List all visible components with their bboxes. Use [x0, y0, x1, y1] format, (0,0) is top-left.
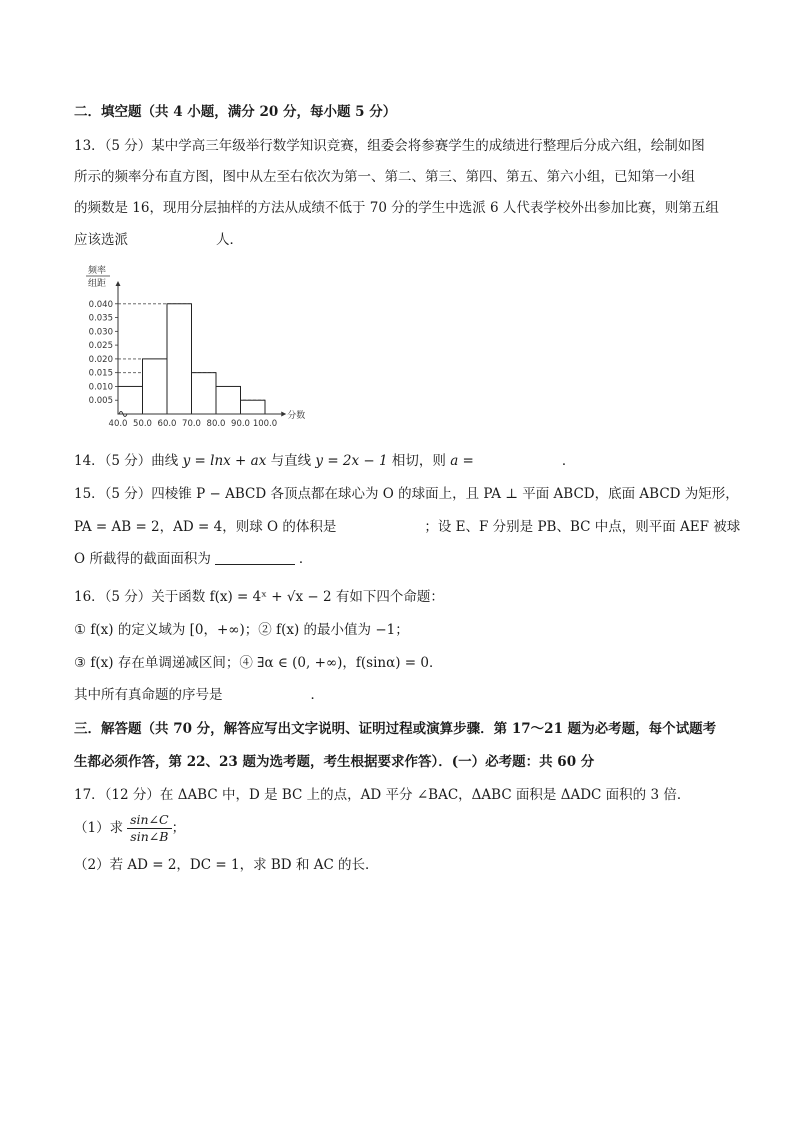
y-axis-label-top: 频率 [88, 266, 107, 276]
q15-line3 [74, 549, 312, 569]
q15-line3-a: O 所截得的截面面积为 [74, 551, 211, 567]
y-tick-label-2: 0.015 [88, 368, 113, 379]
y-tick-labels [89, 300, 118, 406]
q13-line4-end: 人． [216, 232, 243, 248]
x-tick-label-6: 100.0 [252, 419, 278, 429]
q14-line [74, 451, 575, 471]
x-tick-label-3: 70.0 [182, 419, 201, 429]
q17-part1 [74, 812, 185, 845]
q14-suffix: 相切，则 [391, 453, 446, 469]
y-tick-label-3: 0.020 [88, 354, 113, 365]
q14-line-eq: y = 2x − 1 [315, 453, 388, 469]
y-tick-label-7: 0.040 [88, 299, 113, 310]
q15-area-blank [215, 550, 295, 565]
x-tick-labels [109, 419, 278, 429]
x-axis-label: 分数 [287, 411, 306, 421]
q17-fraction-denominator: sin∠B [130, 829, 169, 844]
q13-line3: 的频数是 16，现用分层抽样的方法从成绩不低于 70 分的学生中选派 6 人代表学校外出参加比赛，则第五组 [74, 200, 719, 216]
x-tick-label-5: 90.0 [231, 419, 250, 429]
q13-line2: 所示的频率分布直方图，图中从左至右依次为第一、第二、第三、第四、第五、第六小组，已知第一小组 [74, 169, 695, 185]
q17-part1-label: （1）求 [74, 820, 124, 836]
bar-40-50 [118, 386, 143, 414]
q17-part1-end: ； [171, 820, 186, 836]
y-tick-label-4: 0.025 [88, 341, 113, 352]
q15-line2-b: ；设 E、F 分别是 PB、BC 中点，则平面 AEF 被球 [424, 519, 741, 535]
q16-line4-end: ． [310, 687, 324, 703]
y-axis-arrow [116, 281, 121, 286]
y-tick-label-5: 0.030 [88, 327, 113, 338]
q14-var: a = [450, 453, 474, 469]
y-tick-label-6: 0.035 [88, 313, 113, 324]
section3-line2: 生都必须作答，第 22、23 题为选考题，考生根据要求作答）．(一）必考题：共 60 分 [74, 754, 595, 770]
bar-70-80 [192, 373, 217, 414]
q13-line4-text: 应该选派 [74, 232, 128, 248]
q14-prefix: 14．（5 分）曲线 [74, 453, 179, 469]
q16-line4 [74, 685, 324, 705]
x-tick-label-4: 80.0 [206, 419, 226, 429]
bar-80-90 [216, 386, 241, 414]
q17-fraction-numerator: sin∠C [127, 812, 172, 829]
q13-line1: 13．（5 分）某中学高三年级举行数学知识竞赛，组委会将参赛学生的成绩进行整理后分成六组，绘制如图 [74, 138, 705, 154]
bar-50-60 [143, 359, 168, 414]
y-tick-label-0: 0.005 [88, 396, 113, 407]
bar-60-70 [167, 304, 192, 414]
q16-line3: ③ f(x) 存在单调递减区间；④ ∃α ∈ (0, +∞)，f(sinα) = 0． [74, 655, 443, 671]
q17-line1: 17．（12 分）在 ΔABC 中，D 是 BC 上的点，AD 平分 ∠BAC，ΔABC 面积是 ΔADC 面积的 3 倍． [74, 787, 691, 803]
x-axis-arrow [281, 412, 286, 417]
q14-curve: y = lnx + ax [182, 453, 267, 469]
y-axis-label-bottom: 组距 [88, 279, 107, 289]
q17-fraction [127, 812, 172, 845]
y-tick-label-1: 0.010 [88, 382, 113, 393]
q15-line2-a: PA = AB = 2，AD = 4，则球 O 的体积是 [74, 519, 337, 535]
section3-line1: 三．解答题（共 70 分，解答应写出文字说明、证明过程或演算步骤．第 17～21 题为必考题，每个试题考 [74, 721, 717, 737]
frequency-histogram [70, 262, 310, 438]
x-tick-label-1: 50.0 [133, 419, 152, 429]
section2-heading: 二．填空题（共 4 小题，满分 20 分，每小题 5 分） [74, 104, 397, 120]
q16-line1: 16．（5 分）关于函数 f(x) = 4ˣ + √x − 2 有如下四个命题： [74, 589, 444, 605]
x-tick-label-0: 40.0 [108, 419, 128, 429]
x-tick-label-2: 60.0 [157, 419, 177, 429]
q14-end: ． [561, 453, 576, 469]
q16-line4-text: 其中所有真命题的序号是 [74, 687, 223, 703]
q14-mid: 与直线 [270, 453, 312, 469]
q13-line4 [74, 230, 243, 250]
q17-part2: （2）若 AD = 2，DC = 1，求 BD 和 AC 的长． [74, 857, 379, 873]
q15-line2 [74, 517, 740, 537]
q15-line3-b: ． [298, 551, 313, 567]
q16-line2: ① f(x) 的定义域为 [0，+∞)；② f(x) 的最小值为 −1； [74, 622, 409, 638]
q15-line1: 15．（5 分）四棱锥 P − ABCD 各顶点都在球心为 O 的球面上，且 PA ⊥ 平面 ABCD，底面 ABCD 为矩形， [74, 486, 739, 502]
bar-90-100 [241, 400, 266, 414]
